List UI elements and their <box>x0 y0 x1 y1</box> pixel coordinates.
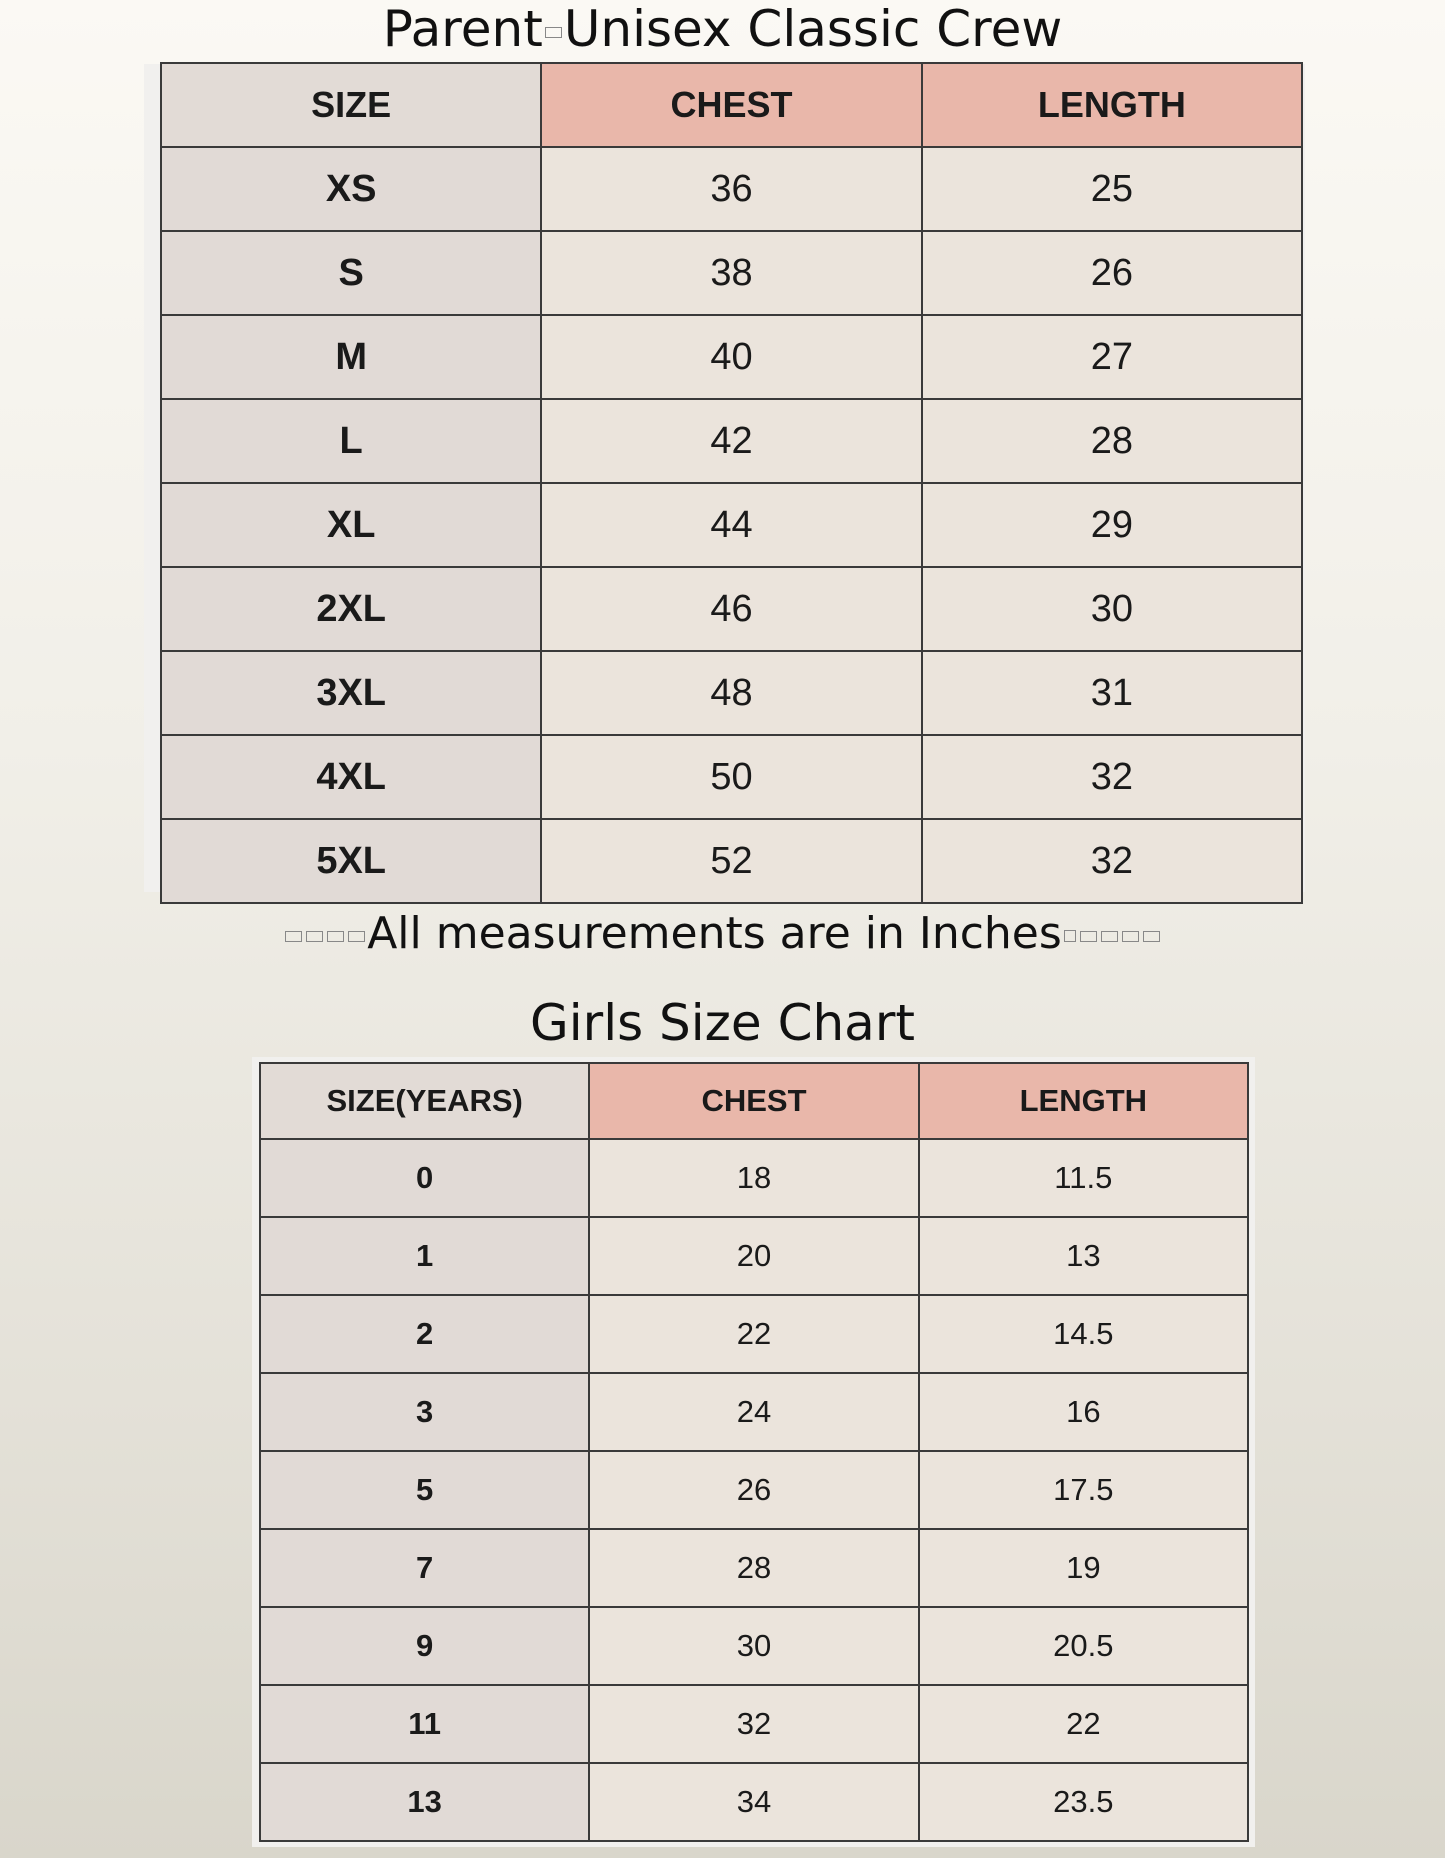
chest-cell: 38 <box>541 231 921 315</box>
chest-cell: 20 <box>589 1217 918 1295</box>
column-header-chest: CHEST <box>541 63 921 147</box>
length-cell: 27 <box>922 315 1302 399</box>
size-cell: 5 <box>260 1451 589 1529</box>
length-cell: 32 <box>922 819 1302 903</box>
chest-cell: 46 <box>541 567 921 651</box>
chest-cell: 42 <box>541 399 921 483</box>
table-row <box>260 1685 1248 1763</box>
chest-cell: 36 <box>541 147 921 231</box>
column-header-length: LENGTH <box>922 63 1302 147</box>
table-row <box>161 315 1302 399</box>
length-cell: 19 <box>919 1529 1248 1607</box>
chest-cell: 26 <box>589 1451 918 1529</box>
length-cell: 16 <box>919 1373 1248 1451</box>
length-cell: 26 <box>922 231 1302 315</box>
length-cell: 30 <box>922 567 1302 651</box>
length-cell: 29 <box>922 483 1302 567</box>
table-row <box>260 1529 1248 1607</box>
table-row <box>260 1217 1248 1295</box>
length-cell: 11.5 <box>919 1139 1248 1217</box>
parent-size-table <box>160 62 1303 904</box>
missing-glyph-icon <box>327 931 344 942</box>
girls-size-table <box>259 1062 1249 1842</box>
chest-cell: 30 <box>589 1607 918 1685</box>
column-header-size-years: SIZE(YEARS) <box>260 1063 589 1139</box>
length-cell: 32 <box>922 735 1302 819</box>
column-header-chest: CHEST <box>589 1063 918 1139</box>
size-cell: 3XL <box>161 651 541 735</box>
table-row <box>161 399 1302 483</box>
chest-cell: 24 <box>589 1373 918 1451</box>
missing-glyph-icon <box>1122 931 1139 942</box>
chest-cell: 34 <box>589 1763 918 1841</box>
chest-cell: 50 <box>541 735 921 819</box>
table-row <box>260 1373 1248 1451</box>
size-cell: M <box>161 315 541 399</box>
table-row <box>260 1607 1248 1685</box>
parent-size-chart-title <box>0 0 1445 58</box>
chest-cell: 32 <box>589 1685 918 1763</box>
measurement-note <box>0 904 1445 964</box>
chest-cell: 48 <box>541 651 921 735</box>
chest-cell: 52 <box>541 819 921 903</box>
missing-glyph-icon <box>545 27 562 38</box>
column-header-length: LENGTH <box>919 1063 1248 1139</box>
size-cell: 7 <box>260 1529 589 1607</box>
measurement-note-text: All measurements are in Inches <box>367 908 1062 959</box>
size-cell: S <box>161 231 541 315</box>
size-cell: XL <box>161 483 541 567</box>
size-cell: 9 <box>260 1607 589 1685</box>
column-header-size: SIZE <box>161 63 541 147</box>
table-row <box>161 651 1302 735</box>
size-cell: 3 <box>260 1373 589 1451</box>
size-cell: 1 <box>260 1217 589 1295</box>
size-cell: XS <box>161 147 541 231</box>
missing-glyph-icon <box>1064 930 1076 942</box>
table-row <box>260 1295 1248 1373</box>
missing-glyph-icon <box>285 931 302 942</box>
parent-title-main: Unisex Classic Crew <box>563 0 1063 58</box>
chest-cell: 28 <box>589 1529 918 1607</box>
table-row <box>161 483 1302 567</box>
chest-cell: 18 <box>589 1139 918 1217</box>
chest-cell: 40 <box>541 315 921 399</box>
size-cell: L <box>161 399 541 483</box>
size-cell: 0 <box>260 1139 589 1217</box>
length-cell: 25 <box>922 147 1302 231</box>
size-cell: 5XL <box>161 819 541 903</box>
table-row <box>161 819 1302 903</box>
table-header-row <box>161 63 1302 147</box>
girls-size-chart-title: Girls Size Chart <box>530 994 915 1052</box>
table-row <box>260 1139 1248 1217</box>
length-cell: 14.5 <box>919 1295 1248 1373</box>
chest-cell: 22 <box>589 1295 918 1373</box>
missing-glyph-icon <box>306 931 323 942</box>
table-header-row <box>260 1063 1248 1139</box>
size-cell: 2 <box>260 1295 589 1373</box>
parent-title-prefix: Parent <box>382 0 543 58</box>
missing-glyph-icon <box>348 931 365 942</box>
table-row <box>161 567 1302 651</box>
size-cell: 13 <box>260 1763 589 1841</box>
length-cell: 23.5 <box>919 1763 1248 1841</box>
length-cell: 28 <box>922 399 1302 483</box>
size-cell: 11 <box>260 1685 589 1763</box>
size-cell: 2XL <box>161 567 541 651</box>
length-cell: 31 <box>922 651 1302 735</box>
length-cell: 22 <box>919 1685 1248 1763</box>
size-cell: 4XL <box>161 735 541 819</box>
table-row <box>260 1451 1248 1529</box>
chest-cell: 44 <box>541 483 921 567</box>
table-row <box>161 735 1302 819</box>
table-row <box>161 147 1302 231</box>
length-cell: 13 <box>919 1217 1248 1295</box>
missing-glyph-icon <box>1080 931 1097 942</box>
table-row <box>161 231 1302 315</box>
missing-glyph-icon <box>1143 931 1160 942</box>
table-row <box>260 1763 1248 1841</box>
length-cell: 17.5 <box>919 1451 1248 1529</box>
missing-glyph-icon <box>1101 931 1118 942</box>
length-cell: 20.5 <box>919 1607 1248 1685</box>
